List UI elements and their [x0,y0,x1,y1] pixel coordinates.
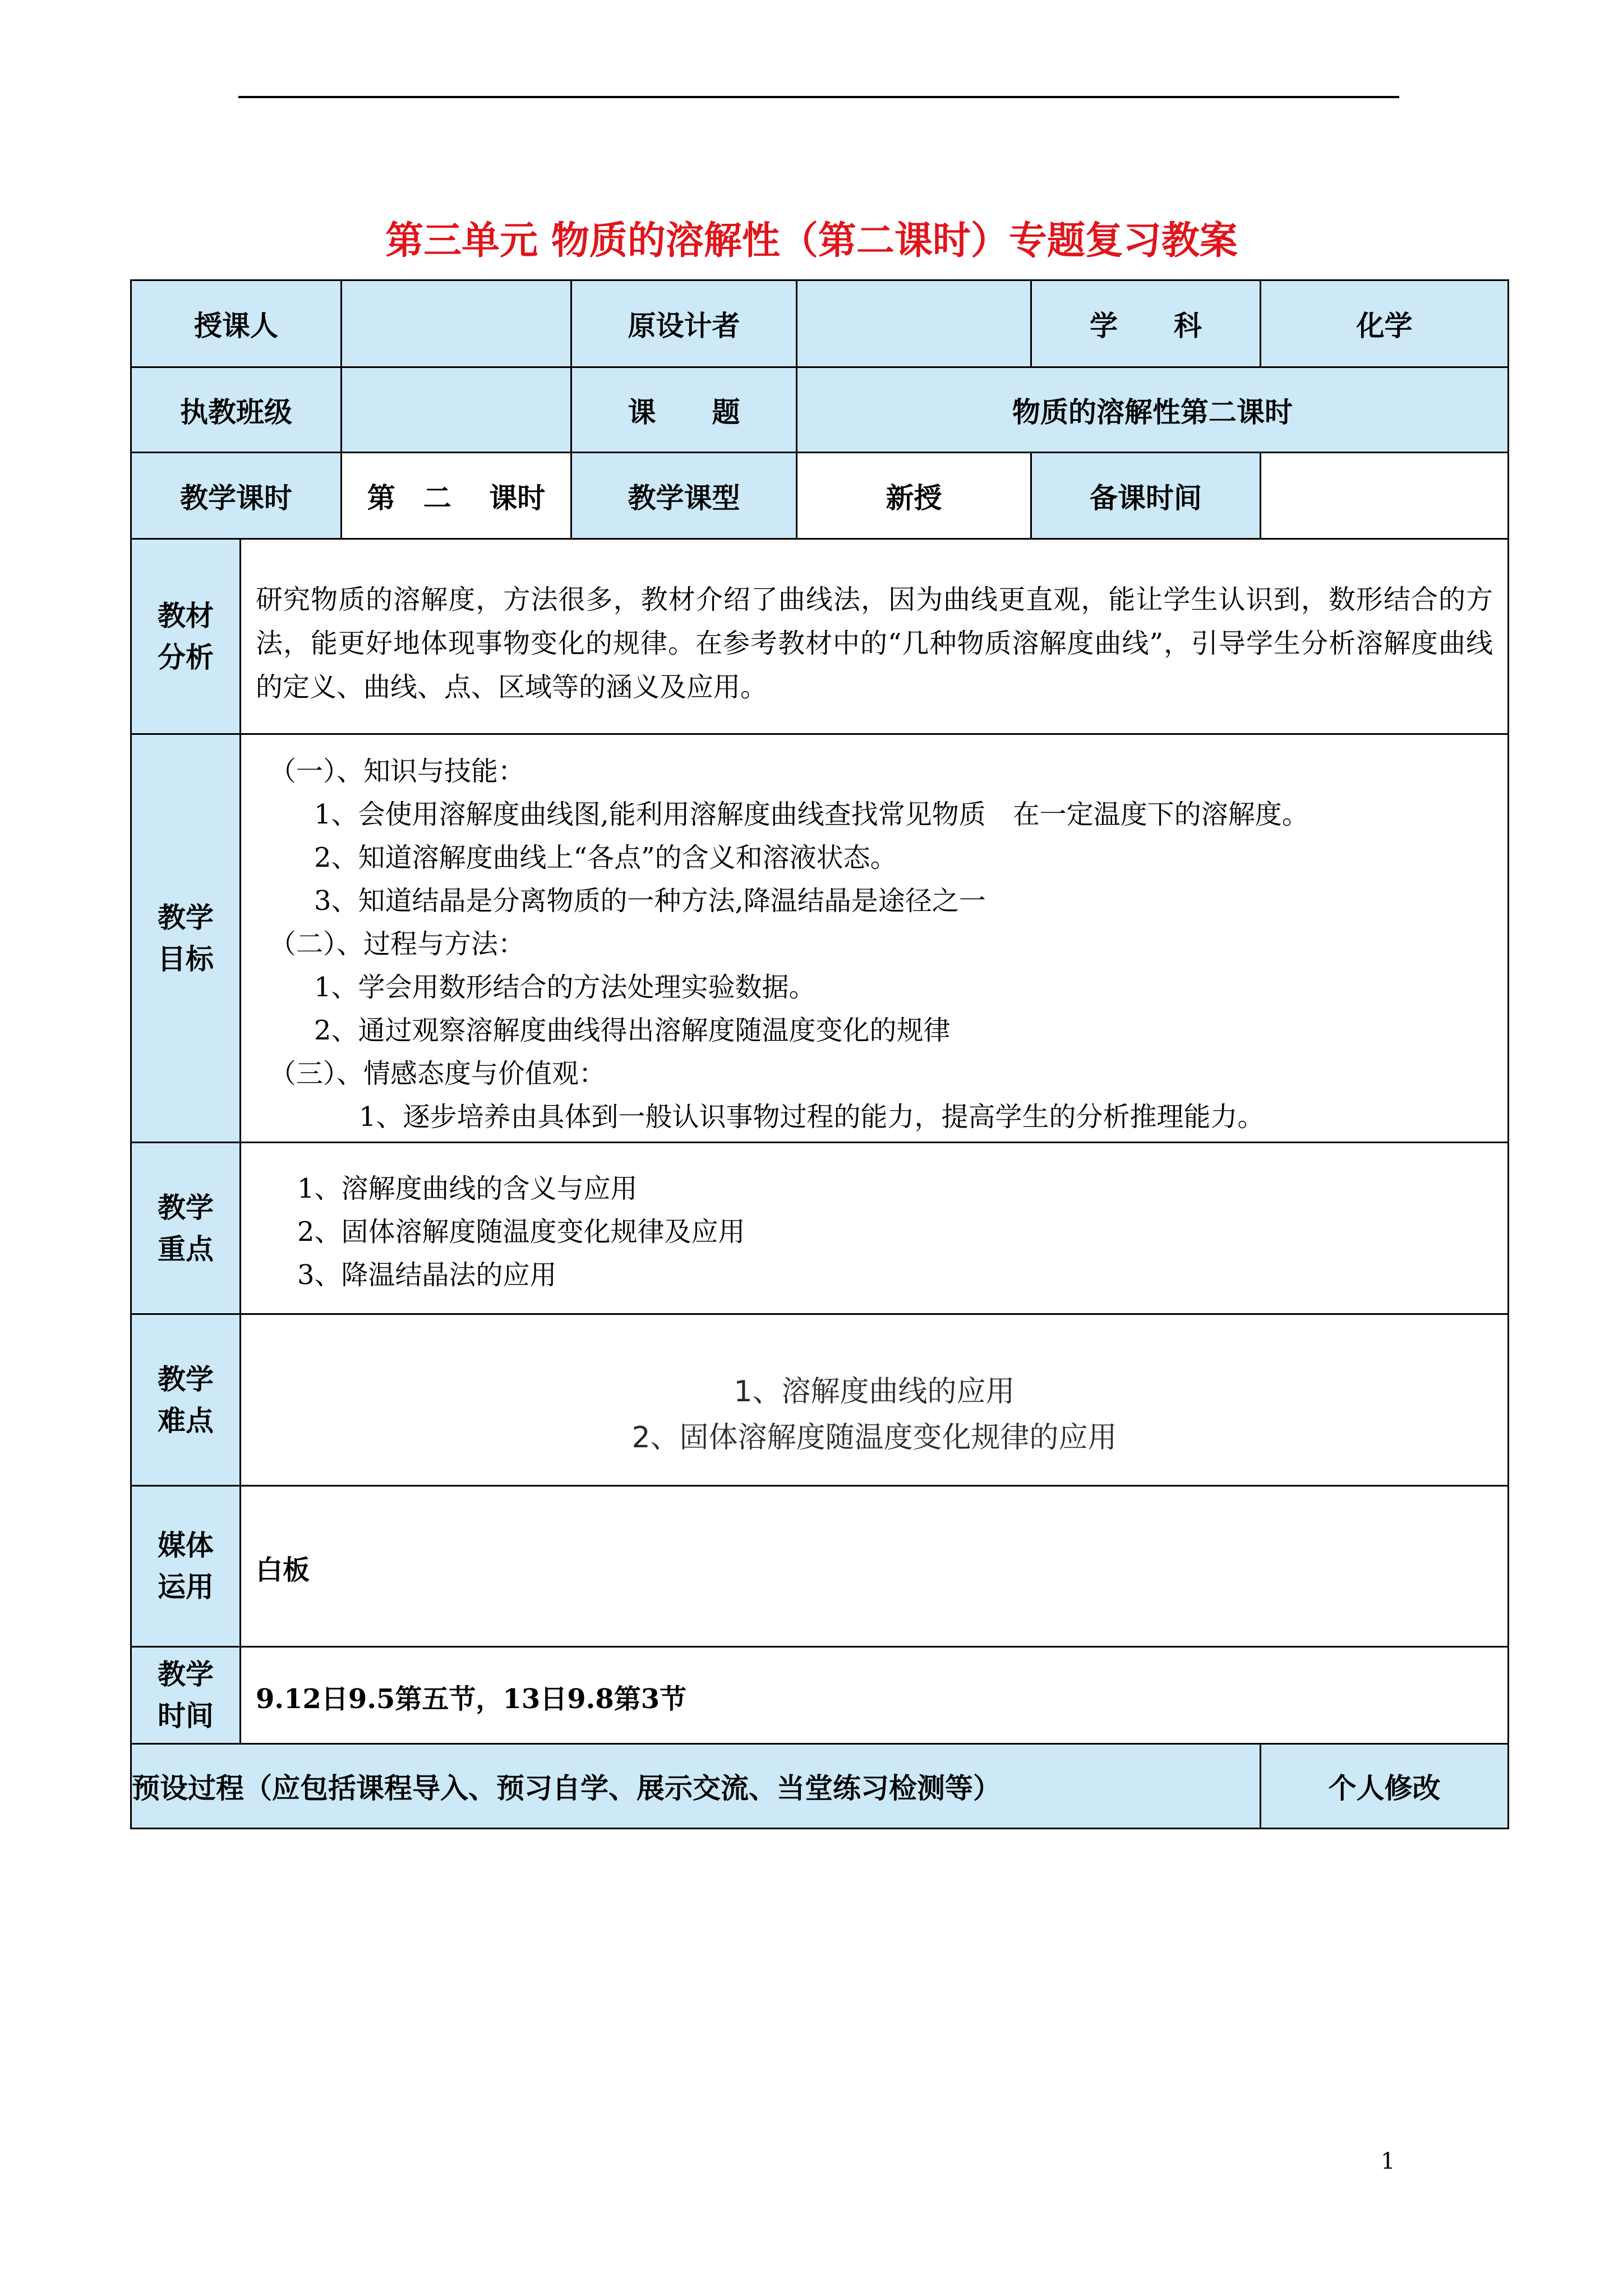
analysis-row [131,539,1509,734]
key-point-line: 1、溶解度曲线的含义与应用 [297,1173,638,1204]
media-label: 媒体 运用 [131,1486,241,1647]
page-title: 第三单元 物质的溶解性（第二课时）专题复习教案 [385,218,1238,263]
lesson-plan-table [130,279,1509,1829]
difficulties-label: 教学 难点 [131,1314,241,1486]
difficulty-line: 1、溶解度曲线的应用 [734,1374,1015,1409]
type-label: 教学课型 [571,453,797,539]
prep-time-label: 备课时间 [1031,453,1261,539]
goal-line: 1、逐步培养由具体到一般认识事物过程的能力，提高学生的分析推理能力。 [359,1101,1265,1133]
key-points-row [131,1143,1509,1314]
class-value [342,367,571,453]
time-value: 9.12日9.5第五节，13日9.8第3节 [256,1683,687,1715]
difficulties-row [131,1314,1509,1486]
prep-time-value [1261,453,1509,539]
goals-row [131,734,1509,1143]
goal-line: 1、会使用溶解度曲线图,能利用溶解度曲线查找常见物质 在一定温度下的溶解度。 [314,799,1309,830]
time-row [131,1647,1509,1744]
difficulty-line: 2、固体溶解度随温度变化规律的应用 [631,1420,1117,1455]
header-rule [238,96,1399,98]
class-label: 执教班级 [131,367,342,453]
key-points-cell [241,1143,1509,1314]
subject-value: 化学 [1261,280,1509,367]
subject-label: 学 科 [1031,280,1261,367]
topic-label: 课 题 [571,367,797,453]
time-label: 教学 时间 [131,1647,241,1744]
analysis-label: 教材 分析 [131,539,241,734]
goal-line: （二）、过程与方法： [269,928,525,960]
designer-label: 原设计者 [571,280,797,367]
topic-value: 物质的溶解性第二课时 [797,367,1509,453]
type-value: 新授 [797,453,1031,539]
media-row [131,1486,1509,1647]
goals-cell [241,734,1509,1143]
key-point-line: 3、降温结晶法的应用 [297,1259,557,1291]
teacher-label: 授课人 [131,280,342,367]
goal-line: （一）、知识与技能： [269,756,525,787]
teacher-value [342,280,571,367]
process-label: 预设过程（应包括课程导入、预习自学、展示交流、当堂练习检测等） [131,1744,1261,1829]
period-label: 教学课时 [131,453,342,539]
analysis-cell [241,539,1509,734]
analysis-text: 研究物质的溶解度，方法很多，教材介绍了曲线法，因为曲线更直观，能让学生认识到，数形结合的方法，能更好地体现事物变化的规律。在参考教材中的“几种物质溶解度曲线”，引导学生分析溶解度曲线的定义、曲线、点、区域等的涵义及应用。 [256,583,1493,703]
key-points-label: 教学 重点 [131,1143,241,1314]
goal-line: 1、学会用数形结合的方法处理实验数据。 [314,972,816,1003]
page-number: 1 [1381,2148,1395,2174]
key-point-line: 2、固体溶解度随温度变化规律及应用 [297,1216,745,1248]
goals-label: 教学 目标 [131,734,241,1143]
goal-line: 3、知道结晶是分离物质的一种方法,降温结晶是途径之一 [314,885,986,917]
header-row-3 [131,453,1509,539]
header-row-1 [131,280,1509,367]
process-row [131,1744,1509,1829]
goal-line: 2、知道溶解度曲线上“各点”的含义和溶液状态。 [314,842,897,873]
media-value: 白板 [256,1554,310,1586]
period-value: 第 二 课时 [342,453,571,539]
header-row-2 [131,367,1509,453]
media-cell [241,1486,1509,1647]
designer-value [797,280,1031,367]
goal-line: 2、通过观察溶解度曲线得出溶解度随温度变化的规律 [314,1015,951,1046]
time-cell [241,1647,1509,1744]
difficulties-cell [241,1314,1509,1486]
personal-modify-label: 个人修改 [1261,1744,1509,1829]
goal-line: （三）、情感态度与价值观： [269,1058,606,1089]
